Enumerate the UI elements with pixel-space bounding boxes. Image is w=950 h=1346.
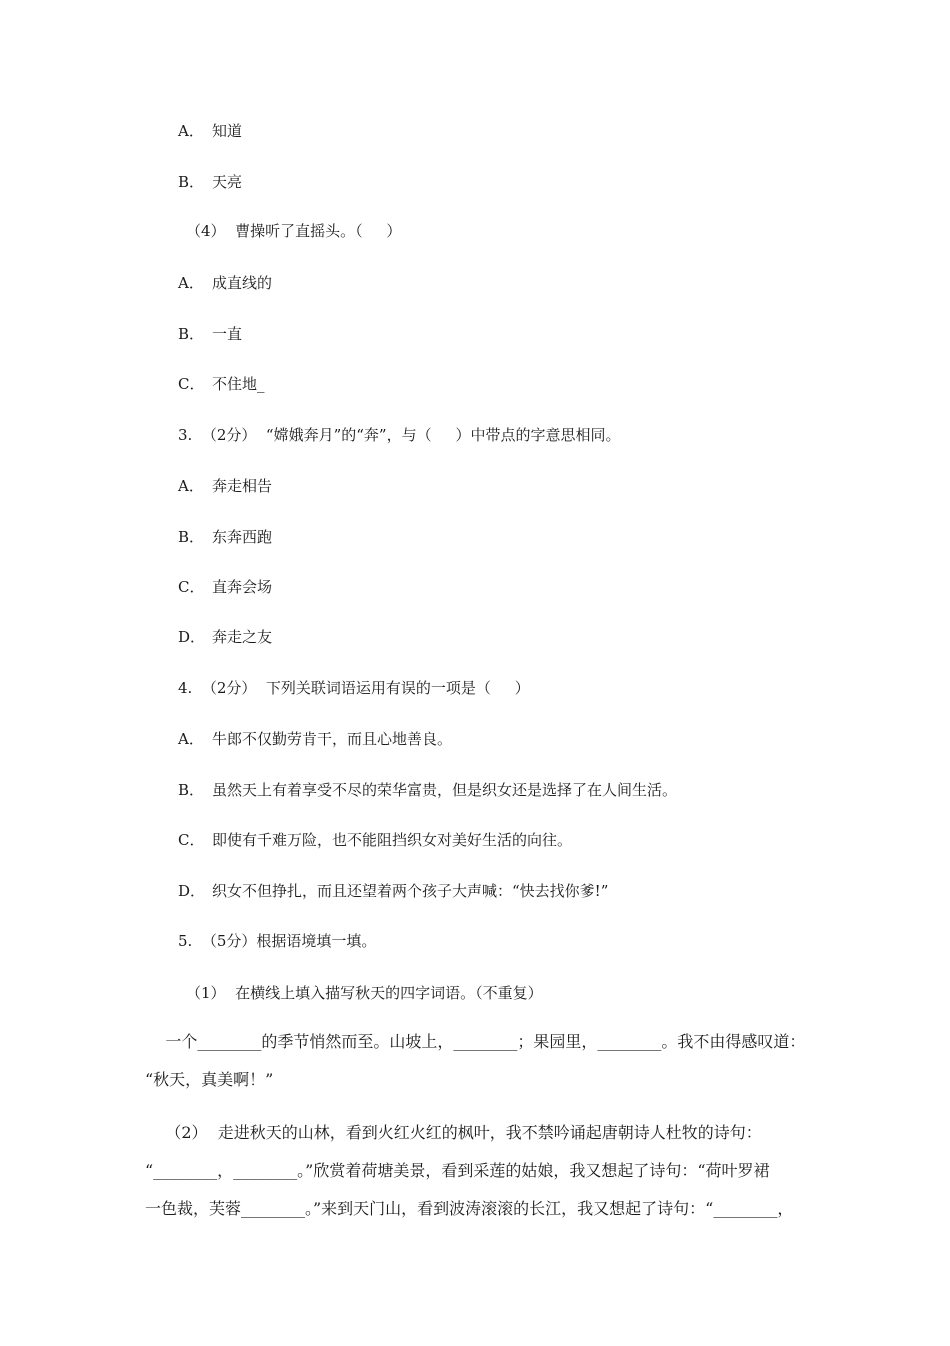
option-letter: B． xyxy=(178,173,205,191)
option-text: 知道 xyxy=(212,122,243,140)
option-letter: B． xyxy=(178,325,205,343)
option-text: 直奔会场 xyxy=(212,578,273,596)
option-letter: B． xyxy=(178,528,205,546)
option-line xyxy=(178,881,608,901)
option-letter: C． xyxy=(178,375,205,393)
option-line xyxy=(178,374,265,394)
option-line xyxy=(178,627,272,647)
fill-paragraph-2: 一色裁，芙蓉________。”来到天门山，看到波涛滚滚的长江，我又想起了诗句：“________， xyxy=(145,1199,794,1218)
option-line xyxy=(178,121,242,141)
option-line xyxy=(178,577,272,597)
option-line xyxy=(178,273,272,293)
option-text: 不住地_ xyxy=(212,375,265,393)
option-text: 织女不但挣扎，而且还望着两个孩子大声喊：“快去找你爹!” xyxy=(212,882,609,900)
option-text: 即使有千难万险，也不能阻挡织女对美好生活的向往。 xyxy=(212,831,573,849)
fill-paragraph-2: “________，________。”欣赏着荷塘美景，看到采莲的姑娘，我又想起了诗句：“荷叶罗裙 xyxy=(145,1161,770,1180)
option-letter: A． xyxy=(178,477,204,495)
option-letter: D． xyxy=(178,882,206,900)
option-line xyxy=(178,324,242,344)
option-line xyxy=(178,729,452,749)
question-title: 4. （2分） 下列关联词语运用有误的一项是（ ） xyxy=(178,679,530,697)
option-line xyxy=(178,527,272,547)
sub-question: （4） 曹操听了直摇头。（ ） xyxy=(186,222,402,240)
fill-paragraph-1: “秋天，真美啊！” xyxy=(145,1070,274,1089)
option-line xyxy=(178,780,677,800)
option-letter: C． xyxy=(178,831,205,849)
option-letter: C． xyxy=(178,578,205,596)
sub-question: （1） 在横线上填入描写秋天的四字词语。（不重复） xyxy=(186,984,543,1002)
option-text: 牛郎不仅勤劳肯干，而且心地善良。 xyxy=(212,730,453,748)
question-title: 3. （2分） “嫦娥奔月”的“奔”，与（ ）中带点的字意思相同。 xyxy=(178,426,621,444)
option-letter: D． xyxy=(178,628,206,646)
option-text: 天亮 xyxy=(212,173,243,191)
option-letter: A． xyxy=(178,122,204,140)
option-letter: A． xyxy=(178,274,204,292)
option-line xyxy=(178,476,272,496)
option-text: 东奔西跑 xyxy=(212,528,273,546)
option-text: 虽然天上有着享受不尽的荣华富贵，但是织女还是选择了在人间生活。 xyxy=(212,781,678,799)
option-line xyxy=(178,830,572,850)
option-letter: A． xyxy=(178,730,204,748)
option-text: 奔走之友 xyxy=(212,628,273,646)
question-title: 5. （5分）根据语境填一填。 xyxy=(178,932,377,950)
option-text: 一直 xyxy=(212,325,243,343)
option-text: 成直线的 xyxy=(212,274,273,292)
option-text: 奔走相告 xyxy=(212,477,273,495)
fill-paragraph-1: 一个________的季节悄然而至。山坡上，________；果园里，________。我不由得感叹道： xyxy=(145,1032,806,1051)
fill-paragraph-2: （2） 走进秋天的山林，看到火红火红的枫叶，我不禁吟诵起唐朝诗人杜牧的诗句： xyxy=(145,1123,762,1142)
option-letter: B． xyxy=(178,781,205,799)
option-line xyxy=(178,172,242,192)
